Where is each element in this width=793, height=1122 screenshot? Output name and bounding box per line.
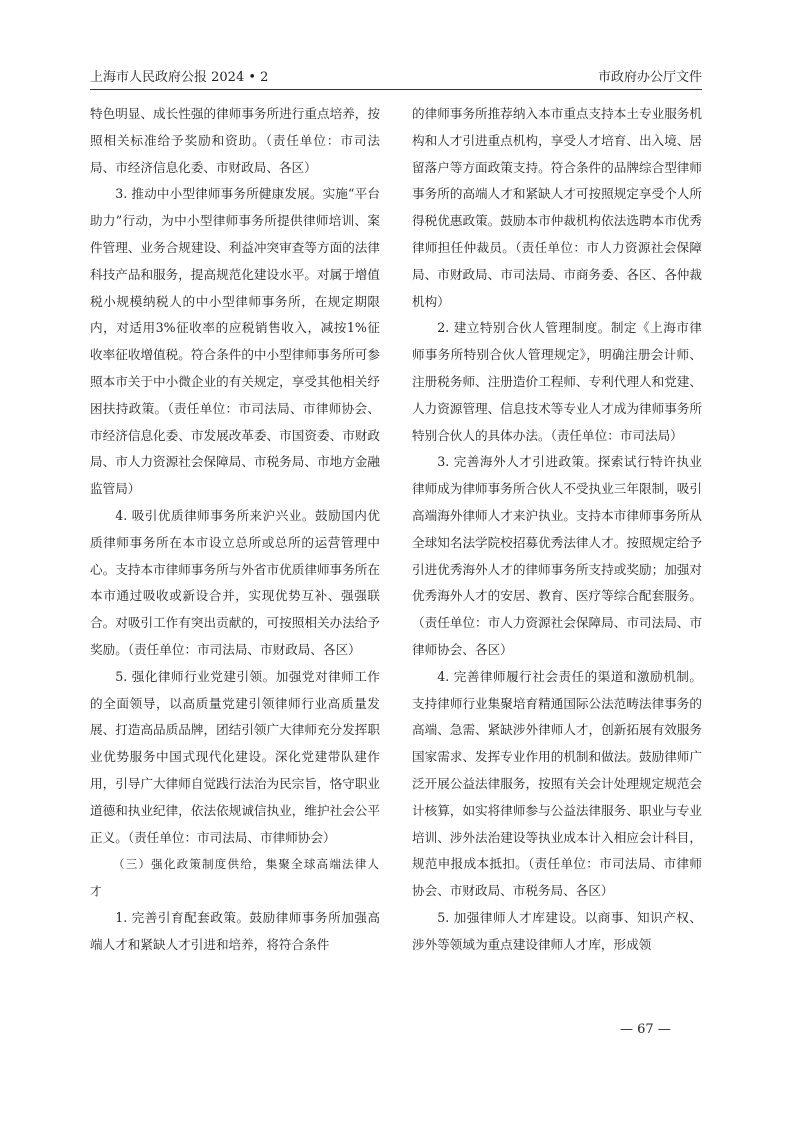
page-number: — 67 — bbox=[620, 1022, 671, 1037]
paragraph-item-1: 1. 完善引育配套政策。鼓励律师事务所加强高端人才和紧缺人才引进和培养，将符合条件 bbox=[90, 909, 380, 952]
left-column bbox=[90, 101, 380, 959]
paragraph-continuation: 特色明显、成长性强的律师事务所进行重点培养，按照相关标准给予奖励和资助。（责任单位：市司法局、市经济信息化委、市财政局、各区） bbox=[90, 106, 380, 175]
right-column bbox=[412, 101, 702, 959]
paragraph-item-3: 3. 推动中小型律师事务所健康发展。实施“平台助力”行动，为中小型律师事务所提供律师培训、案件管理、业务合规建设、利益冲突审查等方面的法律科技产品和服务，提高规范化建设水平。对属于增值税小规模纳税人的中小型律师事务所，在规定期限内，对适用3%征收率的应税销售收入，减按1%征收率征收增值税。符合条件的中小型律师事务所可参照本市关于中小微企业的有关规定，享受其他相关纾困扶持政策。（责任单位：市司法局、市律师协会、市经济信息化委、市发展改革委、市国资委、市财政局、市人力资源社会保障局、市税务局、市地方金融监管局） bbox=[90, 186, 380, 497]
paragraph-item-4: 4. 完善律师履行社会责任的渠道和激励机制。支持律师行业集聚培育精通国际公法范畴法律事务的高端、急需、紧缺涉外律师人才，创新拓展有效服务国家需求、发挥专业作用的机制和做法。鼓励律师广泛开展公益法律服务，按照有关会计处理规定规范会计核算，如实将律师参与公益法律服务、职业与专业培训、涉外法治建设等执业成本计入相应会计科目，规范申报成本抵扣。（责任单位：市司法局、市律师协会、市财政局、市税务局、各区） bbox=[412, 668, 702, 899]
document-category: 市政府办公厅文件 bbox=[597, 70, 702, 85]
paragraph-item-4: 4. 吸引优质律师事务所来沪兴业。鼓励国内优质律师事务所在本市设立总所或总所的运营管理中心。支持本市律师事务所与外省市优质律师事务所在本市通过吸收或新设合并，实现优势互补、强强联合。对吸引工作有突出贡献的，可按照相关办法给予奖励。（责任单位：市司法局、市财政局、各区） bbox=[90, 507, 380, 657]
paragraph-item-3: 3. 完善海外人才引进政策。探索试行特许执业律师成为律师事务所合伙人不受执业三年限制，吸引高端海外律师人才来沪执业。支持本市律师事务所从全球知名法学院校招募优秀法律人才。按照规定给予引进优秀海外人才的律师事务所支持或奖励；加强对优秀海外人才的安居、教育、医疗等综合配套服务。（责任单位：市人力资源社会保障局、市司法局、市律师协会、各区） bbox=[412, 454, 702, 657]
section-heading: （三）强化政策制度供给，集聚全球高端法律人才 bbox=[90, 857, 380, 899]
gazette-title: 上海市人民政府公报 2024 • 2 bbox=[90, 70, 269, 85]
paragraph-item-5: 5. 强化律师行业党建引领。加强党对律师工作的全面领导，以高质量党建引领律师行业高质量发展、打造高品质品牌，团结引领广大律师充分发挥职业优势服务中国式现代化建设。深化党建带队建作用，引导广大律师自觉践行法治为民宗旨，恪守职业道德和执业纪律，依法依规诚信执业，维护社会公平正义。（责任单位：市司法局、市律师协会） bbox=[90, 668, 380, 845]
header-divider bbox=[90, 89, 702, 90]
paragraph-continuation: 的律师事务所推荐纳入本市重点支持本土专业服务机构和人才引进重点机构，享受人才培育、出入境、居留落户等方面政策支持。符合条件的品牌综合型律师事务所的高端人才和紧缺人才可按照规定享受个人所得税优惠政策。鼓励本市仲裁机构依法选聘本市优秀律师担任仲裁员。（责任单位：市人力资源社会保障局、市财政局、市司法局、市商务委、各区、各仲裁机构） bbox=[412, 106, 702, 309]
paragraph-item-5: 5. 加强律师人才库建设。以商事、知识产权、涉外等领域为重点建设律师人才库，形成领 bbox=[412, 909, 702, 952]
paragraph-item-2: 2. 建立特别合伙人管理制度。制定《上海市律师事务所特别合伙人管理规定》，明确注册会计师、注册税务师、注册造价工程师、专利代理人和党建、人力资源管理、信息技术等专业人才成为律师事务所特别合伙人的具体办法。（责任单位：市司法局） bbox=[412, 320, 702, 443]
running-header bbox=[90, 62, 702, 86]
